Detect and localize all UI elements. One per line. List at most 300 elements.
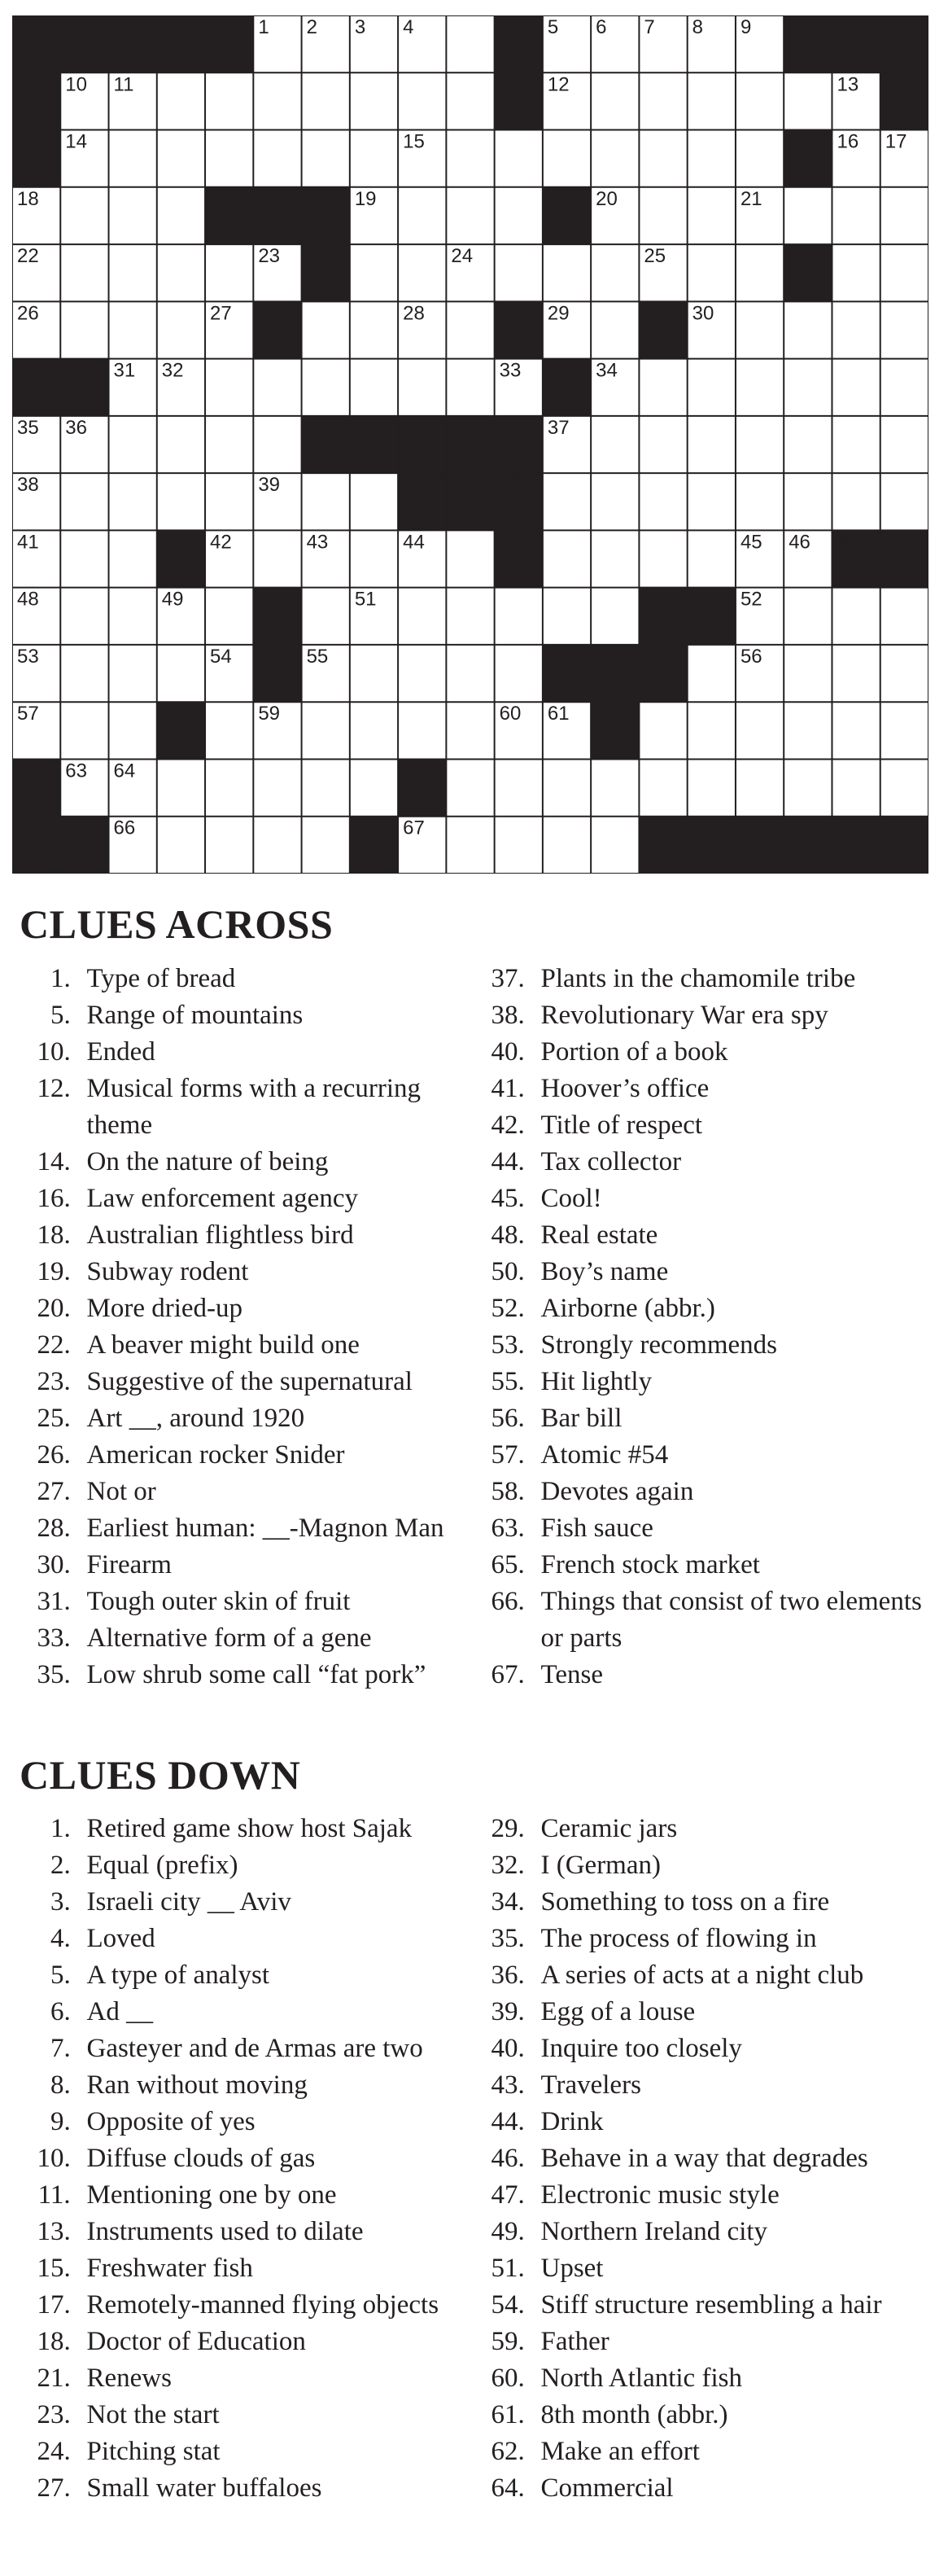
- clue-item: [20, 1181, 475, 1217]
- black-square: [253, 301, 302, 359]
- answer-cell[interactable]: [157, 244, 205, 301]
- clue-text: Low shrub some call “fat pork”: [86, 1660, 426, 1689]
- clue-text: Make an effort: [540, 2437, 700, 2466]
- black-square: [12, 72, 61, 130]
- clue-number: 13.: [37, 2217, 71, 2246]
- answer-cell[interactable]: [350, 645, 398, 702]
- answer-cell[interactable]: [543, 588, 591, 645]
- cell-number: 17: [885, 130, 907, 153]
- clue-item: [20, 1921, 483, 1957]
- clue-number: 33.: [37, 1623, 71, 1653]
- black-square: [12, 359, 61, 417]
- clue-number: 51.: [491, 2254, 525, 2283]
- clue-text: Renews: [86, 2364, 172, 2393]
- answer-cell[interactable]: [253, 359, 301, 416]
- answer-cell[interactable]: [302, 130, 350, 187]
- clue-item: [474, 2397, 929, 2434]
- answer-cell[interactable]: [832, 702, 880, 759]
- answer-cell[interactable]: [205, 416, 253, 473]
- cell-number: 2: [306, 16, 317, 38]
- black-square: [736, 817, 784, 874]
- answer-cell[interactable]: [446, 187, 494, 244]
- clue-text: Mentioning one by one: [86, 2180, 337, 2210]
- answer-cell[interactable]: [205, 359, 253, 416]
- clue-text: Things that consist of two elements or parts: [540, 1587, 922, 1653]
- cell-number: 63: [65, 760, 87, 782]
- answer-cell[interactable]: [543, 817, 591, 874]
- clue-item: [20, 1364, 475, 1400]
- answer-cell[interactable]: [543, 473, 591, 530]
- answer-cell[interactable]: [736, 702, 784, 759]
- clue-text: Earliest human: __-Magnon Man: [86, 1514, 444, 1543]
- answer-cell[interactable]: [446, 645, 494, 702]
- answer-cell[interactable]: [688, 530, 736, 587]
- clue-item: [474, 1364, 929, 1400]
- clue-item: [20, 1957, 483, 1994]
- answer-cell[interactable]: [495, 759, 543, 816]
- cell-number: 11: [113, 73, 134, 96]
- clue-number: 22.: [37, 1330, 71, 1360]
- cell-number: 54: [210, 645, 232, 668]
- answer-cell[interactable]: [398, 359, 446, 416]
- cell-number: 55: [306, 645, 329, 668]
- clue-text: Gasteyer and de Armas are two: [86, 2034, 423, 2063]
- clue-item: [20, 1254, 475, 1290]
- answer-cell[interactable]: [60, 244, 108, 301]
- clue-number: 30.: [37, 1550, 71, 1579]
- clue-number: 1.: [50, 964, 71, 993]
- answer-cell[interactable]: [157, 759, 205, 816]
- clue-number: 18.: [37, 2327, 71, 2356]
- answer-cell[interactable]: [446, 15, 494, 72]
- answer-cell[interactable]: [832, 759, 880, 816]
- clue-number: 60.: [491, 2364, 525, 2393]
- answer-cell[interactable]: [398, 187, 446, 244]
- answer-cell[interactable]: [880, 187, 928, 244]
- answer-cell[interactable]: [543, 759, 591, 816]
- answer-cell[interactable]: [880, 244, 928, 301]
- answer-cell[interactable]: [688, 702, 736, 759]
- answer-cell[interactable]: [784, 702, 832, 759]
- clue-text: Tax collector: [540, 1147, 682, 1176]
- answer-cell[interactable]: [60, 473, 108, 530]
- answer-cell[interactable]: [736, 244, 784, 301]
- answer-cell[interactable]: [495, 187, 543, 244]
- cell-number: 26: [17, 302, 39, 325]
- answer-cell[interactable]: [784, 72, 832, 129]
- answer-cell[interactable]: [60, 530, 108, 587]
- clue-item: [20, 2287, 483, 2324]
- cell-number: 23: [258, 245, 281, 268]
- answer-cell[interactable]: [784, 645, 832, 702]
- answer-cell[interactable]: [832, 301, 880, 358]
- black-square: [543, 645, 592, 703]
- clue-number: 17.: [37, 2290, 71, 2320]
- cell-number: 28: [403, 302, 425, 325]
- answer-cell[interactable]: [736, 301, 784, 358]
- clue-item: [20, 1437, 475, 1474]
- cell-number: 22: [17, 245, 39, 268]
- clue-text: Type of bread: [86, 964, 236, 993]
- black-square: [253, 645, 302, 703]
- answer-cell[interactable]: [157, 817, 205, 874]
- clue-item: [20, 2067, 483, 2104]
- answer-cell[interactable]: [398, 702, 446, 759]
- clue-item: [20, 2177, 483, 2214]
- answer-cell[interactable]: [205, 473, 253, 530]
- clue-text: Subway rodent: [86, 1257, 249, 1286]
- answer-cell[interactable]: [350, 130, 398, 187]
- black-square: [302, 244, 351, 302]
- answer-cell[interactable]: [446, 702, 494, 759]
- answer-cell[interactable]: [205, 130, 253, 187]
- answer-cell[interactable]: [880, 473, 928, 530]
- answer-cell[interactable]: [398, 72, 446, 129]
- clue-text: Not or: [86, 1477, 156, 1506]
- answer-cell[interactable]: [736, 130, 784, 187]
- cell-number: 44: [403, 531, 425, 554]
- cell-number: 48: [17, 588, 39, 611]
- answer-cell[interactable]: [736, 72, 784, 129]
- cell-number: 64: [113, 760, 136, 782]
- answer-cell[interactable]: [688, 72, 736, 129]
- answer-cell[interactable]: [446, 530, 494, 587]
- answer-cell[interactable]: [688, 759, 736, 816]
- clue-text: Drink: [540, 2107, 604, 2136]
- answer-cell[interactable]: [880, 301, 928, 358]
- answer-cell[interactable]: [832, 244, 880, 301]
- answer-cell[interactable]: [60, 187, 108, 244]
- clue-number: 27.: [37, 1477, 71, 1506]
- answer-cell[interactable]: [446, 817, 494, 874]
- answer-cell[interactable]: [639, 72, 687, 129]
- clue-item: [20, 1510, 475, 1547]
- clue-number: 61.: [491, 2400, 525, 2429]
- answer-cell[interactable]: [302, 759, 350, 816]
- answer-cell[interactable]: [495, 130, 543, 187]
- answer-cell[interactable]: [302, 72, 350, 129]
- answer-cell[interactable]: [639, 130, 687, 187]
- answer-cell[interactable]: [205, 244, 253, 301]
- clue-item: [20, 1584, 475, 1620]
- answer-cell[interactable]: [350, 244, 398, 301]
- answer-cell[interactable]: [784, 359, 832, 416]
- answer-cell[interactable]: [880, 702, 928, 759]
- clue-text: I (German): [540, 1851, 661, 1880]
- cell-number: 50: [258, 588, 281, 611]
- black-square: [784, 130, 832, 188]
- cell-number: 8: [692, 16, 704, 38]
- answer-cell[interactable]: [109, 645, 157, 702]
- answer-cell[interactable]: [446, 588, 494, 645]
- cell-number: 42: [210, 531, 232, 554]
- answer-cell[interactable]: [736, 359, 784, 416]
- answer-cell[interactable]: [60, 301, 108, 358]
- cell-number: 10: [65, 73, 87, 96]
- answer-cell[interactable]: [302, 359, 350, 416]
- black-square: [302, 187, 351, 245]
- answer-cell[interactable]: [398, 244, 446, 301]
- answer-cell[interactable]: [109, 244, 157, 301]
- black-square: [350, 817, 399, 874]
- answer-cell[interactable]: [350, 72, 398, 129]
- answer-cell[interactable]: [880, 645, 928, 702]
- answer-cell[interactable]: [784, 301, 832, 358]
- black-square: [784, 817, 832, 874]
- answer-cell[interactable]: [157, 473, 205, 530]
- cell-number: 40: [499, 474, 522, 497]
- answer-cell[interactable]: [350, 359, 398, 416]
- clue-item: [474, 997, 929, 1034]
- cell-number: 21: [740, 187, 762, 210]
- answer-cell[interactable]: [350, 473, 398, 530]
- clue-number: 6.: [50, 1997, 71, 2026]
- clue-number: 24.: [37, 2437, 71, 2466]
- cell-number: 9: [740, 16, 752, 38]
- clue-item: [474, 1181, 929, 1217]
- cell-number: 18: [17, 187, 39, 210]
- answer-cell[interactable]: [446, 72, 494, 129]
- clue-number: 10.: [37, 2144, 71, 2173]
- answer-cell[interactable]: [688, 244, 736, 301]
- clue-item: [20, 961, 475, 997]
- clue-text: Ran without moving: [86, 2070, 308, 2100]
- answer-cell[interactable]: [253, 416, 301, 473]
- answer-cell[interactable]: [205, 72, 253, 129]
- black-square: [12, 759, 61, 817]
- clue-number: 11.: [37, 2180, 71, 2210]
- answer-cell[interactable]: [832, 588, 880, 645]
- answer-cell[interactable]: [832, 473, 880, 530]
- answer-cell[interactable]: [302, 301, 350, 358]
- answer-cell[interactable]: [591, 416, 639, 473]
- cell-number: 33: [499, 359, 522, 382]
- answer-cell[interactable]: [302, 473, 350, 530]
- answer-cell[interactable]: [688, 473, 736, 530]
- answer-cell[interactable]: [543, 244, 591, 301]
- answer-cell[interactable]: [591, 473, 639, 530]
- clue-text: Tense: [540, 1660, 603, 1689]
- clue-item: [474, 2104, 929, 2140]
- clue-item: [474, 2324, 929, 2360]
- answer-cell[interactable]: [591, 301, 639, 358]
- clue-number: 18.: [37, 1220, 71, 1250]
- answer-cell[interactable]: [784, 187, 832, 244]
- clue-item: [474, 2360, 929, 2397]
- answer-cell[interactable]: [109, 130, 157, 187]
- answer-cell[interactable]: [109, 416, 157, 473]
- cell-number: 15: [403, 130, 425, 153]
- answer-cell[interactable]: [446, 759, 494, 816]
- answer-cell[interactable]: [302, 817, 350, 874]
- answer-cell[interactable]: [253, 530, 301, 587]
- answer-cell[interactable]: [688, 416, 736, 473]
- clue-text: Small water buffaloes: [86, 2473, 322, 2503]
- clue-item: [20, 1657, 475, 1693]
- answer-cell[interactable]: [350, 301, 398, 358]
- clue-text: Inquire too closely: [540, 2034, 742, 2063]
- answer-cell[interactable]: [832, 187, 880, 244]
- cell-number: 12: [547, 73, 570, 96]
- answer-cell[interactable]: [543, 530, 591, 587]
- answer-cell[interactable]: [157, 301, 205, 358]
- clue-number: 44.: [491, 1147, 525, 1176]
- answer-cell[interactable]: [109, 187, 157, 244]
- answer-cell[interactable]: [495, 817, 543, 874]
- answer-cell[interactable]: [157, 72, 205, 129]
- clue-number: 65.: [491, 1550, 525, 1579]
- cell-number: 51: [354, 588, 377, 611]
- answer-cell[interactable]: [591, 530, 639, 587]
- clue-text: Doctor of Education: [86, 2327, 306, 2356]
- answer-cell[interactable]: [157, 416, 205, 473]
- answer-cell[interactable]: [398, 645, 446, 702]
- black-square: [880, 72, 928, 130]
- clue-number: 58.: [491, 1477, 525, 1506]
- clue-text: Atomic #54: [540, 1440, 669, 1470]
- clue-item: [474, 1994, 929, 2031]
- answer-cell[interactable]: [253, 130, 301, 187]
- answer-cell[interactable]: [639, 473, 687, 530]
- clue-number: 20.: [37, 1294, 71, 1323]
- answer-cell[interactable]: [302, 702, 350, 759]
- answer-cell[interactable]: [205, 588, 253, 645]
- clue-text: Equal (prefix): [86, 1851, 238, 1880]
- answer-cell[interactable]: [784, 416, 832, 473]
- clue-number: 16.: [37, 1184, 71, 1213]
- answer-cell[interactable]: [157, 187, 205, 244]
- across-clues-right: [474, 961, 929, 1693]
- answer-cell[interactable]: [591, 130, 639, 187]
- answer-cell[interactable]: [591, 588, 639, 645]
- answer-cell[interactable]: [736, 416, 784, 473]
- answer-cell[interactable]: [639, 530, 687, 587]
- clue-text: Portion of a book: [540, 1037, 728, 1067]
- answer-cell[interactable]: [784, 588, 832, 645]
- answer-cell[interactable]: [688, 359, 736, 416]
- answer-cell[interactable]: [880, 588, 928, 645]
- answer-cell[interactable]: [157, 130, 205, 187]
- black-square: [157, 15, 206, 73]
- clue-item: [474, 2067, 929, 2104]
- answer-cell[interactable]: [205, 759, 253, 816]
- answer-cell[interactable]: [832, 359, 880, 416]
- clue-item: [474, 1921, 929, 1957]
- answer-cell[interactable]: [446, 301, 494, 358]
- clue-text: Stiff structure resembling a hair: [540, 2290, 882, 2320]
- answer-cell[interactable]: [639, 702, 687, 759]
- answer-cell[interactable]: [736, 759, 784, 816]
- answer-cell[interactable]: [60, 645, 108, 702]
- cell-number: 3: [354, 16, 366, 38]
- clue-number: 52.: [491, 1294, 525, 1323]
- answer-cell[interactable]: [109, 588, 157, 645]
- answer-cell[interactable]: [639, 416, 687, 473]
- clue-text: The process of flowing in: [540, 1924, 817, 1953]
- clue-number: 25.: [37, 1404, 71, 1433]
- answer-cell[interactable]: [591, 817, 639, 874]
- answer-cell[interactable]: [639, 759, 687, 816]
- clue-text: Alternative form of a gene: [86, 1623, 372, 1653]
- clue-text: Diffuse clouds of gas: [86, 2144, 316, 2173]
- answer-cell[interactable]: [736, 473, 784, 530]
- clue-item: [474, 2470, 929, 2507]
- answer-cell[interactable]: [446, 130, 494, 187]
- answer-cell[interactable]: [205, 702, 253, 759]
- answer-cell[interactable]: [784, 473, 832, 530]
- clue-number: 28.: [37, 1514, 71, 1543]
- clue-item: [20, 1217, 475, 1254]
- answer-cell[interactable]: [446, 359, 494, 416]
- answer-cell[interactable]: [543, 130, 591, 187]
- answer-cell[interactable]: [495, 588, 543, 645]
- answer-cell[interactable]: [157, 645, 205, 702]
- clue-item: [20, 2031, 483, 2067]
- answer-cell[interactable]: [109, 530, 157, 587]
- answer-cell[interactable]: [109, 702, 157, 759]
- answer-cell[interactable]: [832, 416, 880, 473]
- answer-cell[interactable]: [688, 130, 736, 187]
- answer-cell[interactable]: [688, 187, 736, 244]
- clue-item: [474, 2434, 929, 2470]
- clue-text: Real estate: [540, 1220, 658, 1250]
- answer-cell[interactable]: [253, 72, 301, 129]
- black-square: [60, 817, 109, 874]
- answer-cell[interactable]: [350, 702, 398, 759]
- answer-cell[interactable]: [784, 759, 832, 816]
- answer-cell[interactable]: [880, 359, 928, 416]
- answer-cell[interactable]: [350, 759, 398, 816]
- answer-cell[interactable]: [880, 416, 928, 473]
- answer-cell[interactable]: [495, 645, 543, 702]
- answer-cell[interactable]: [832, 645, 880, 702]
- answer-cell[interactable]: [60, 702, 108, 759]
- answer-cell[interactable]: [109, 301, 157, 358]
- clue-item: [474, 1510, 929, 1547]
- clue-number: 21.: [37, 2364, 71, 2393]
- cell-number: 45: [740, 531, 762, 554]
- answer-cell[interactable]: [591, 759, 639, 816]
- answer-cell[interactable]: [253, 817, 301, 874]
- answer-cell[interactable]: [880, 759, 928, 816]
- answer-cell[interactable]: [60, 588, 108, 645]
- clue-number: 57.: [491, 1440, 525, 1470]
- answer-cell[interactable]: [302, 588, 350, 645]
- black-square: [60, 15, 109, 73]
- cell-number: 37: [547, 416, 570, 439]
- answer-cell[interactable]: [591, 244, 639, 301]
- cell-number: 49: [161, 588, 184, 611]
- clue-item: [474, 1437, 929, 1474]
- clue-item: [20, 1034, 475, 1071]
- answer-cell[interactable]: [253, 759, 301, 816]
- answer-cell[interactable]: [639, 359, 687, 416]
- clue-text: 8th month (abbr.): [540, 2400, 728, 2429]
- answer-cell[interactable]: [109, 473, 157, 530]
- answer-cell[interactable]: [495, 244, 543, 301]
- answer-cell[interactable]: [639, 187, 687, 244]
- answer-cell[interactable]: [398, 588, 446, 645]
- cell-number: 62: [596, 703, 618, 725]
- clue-text: Ad __: [86, 1997, 154, 2026]
- answer-cell[interactable]: [350, 530, 398, 587]
- answer-cell[interactable]: [591, 72, 639, 129]
- answer-cell[interactable]: [205, 817, 253, 874]
- clue-item: [474, 2031, 929, 2067]
- answer-cell[interactable]: [688, 645, 736, 702]
- clue-number: 35.: [491, 1924, 525, 1953]
- clue-item: [20, 1847, 483, 1884]
